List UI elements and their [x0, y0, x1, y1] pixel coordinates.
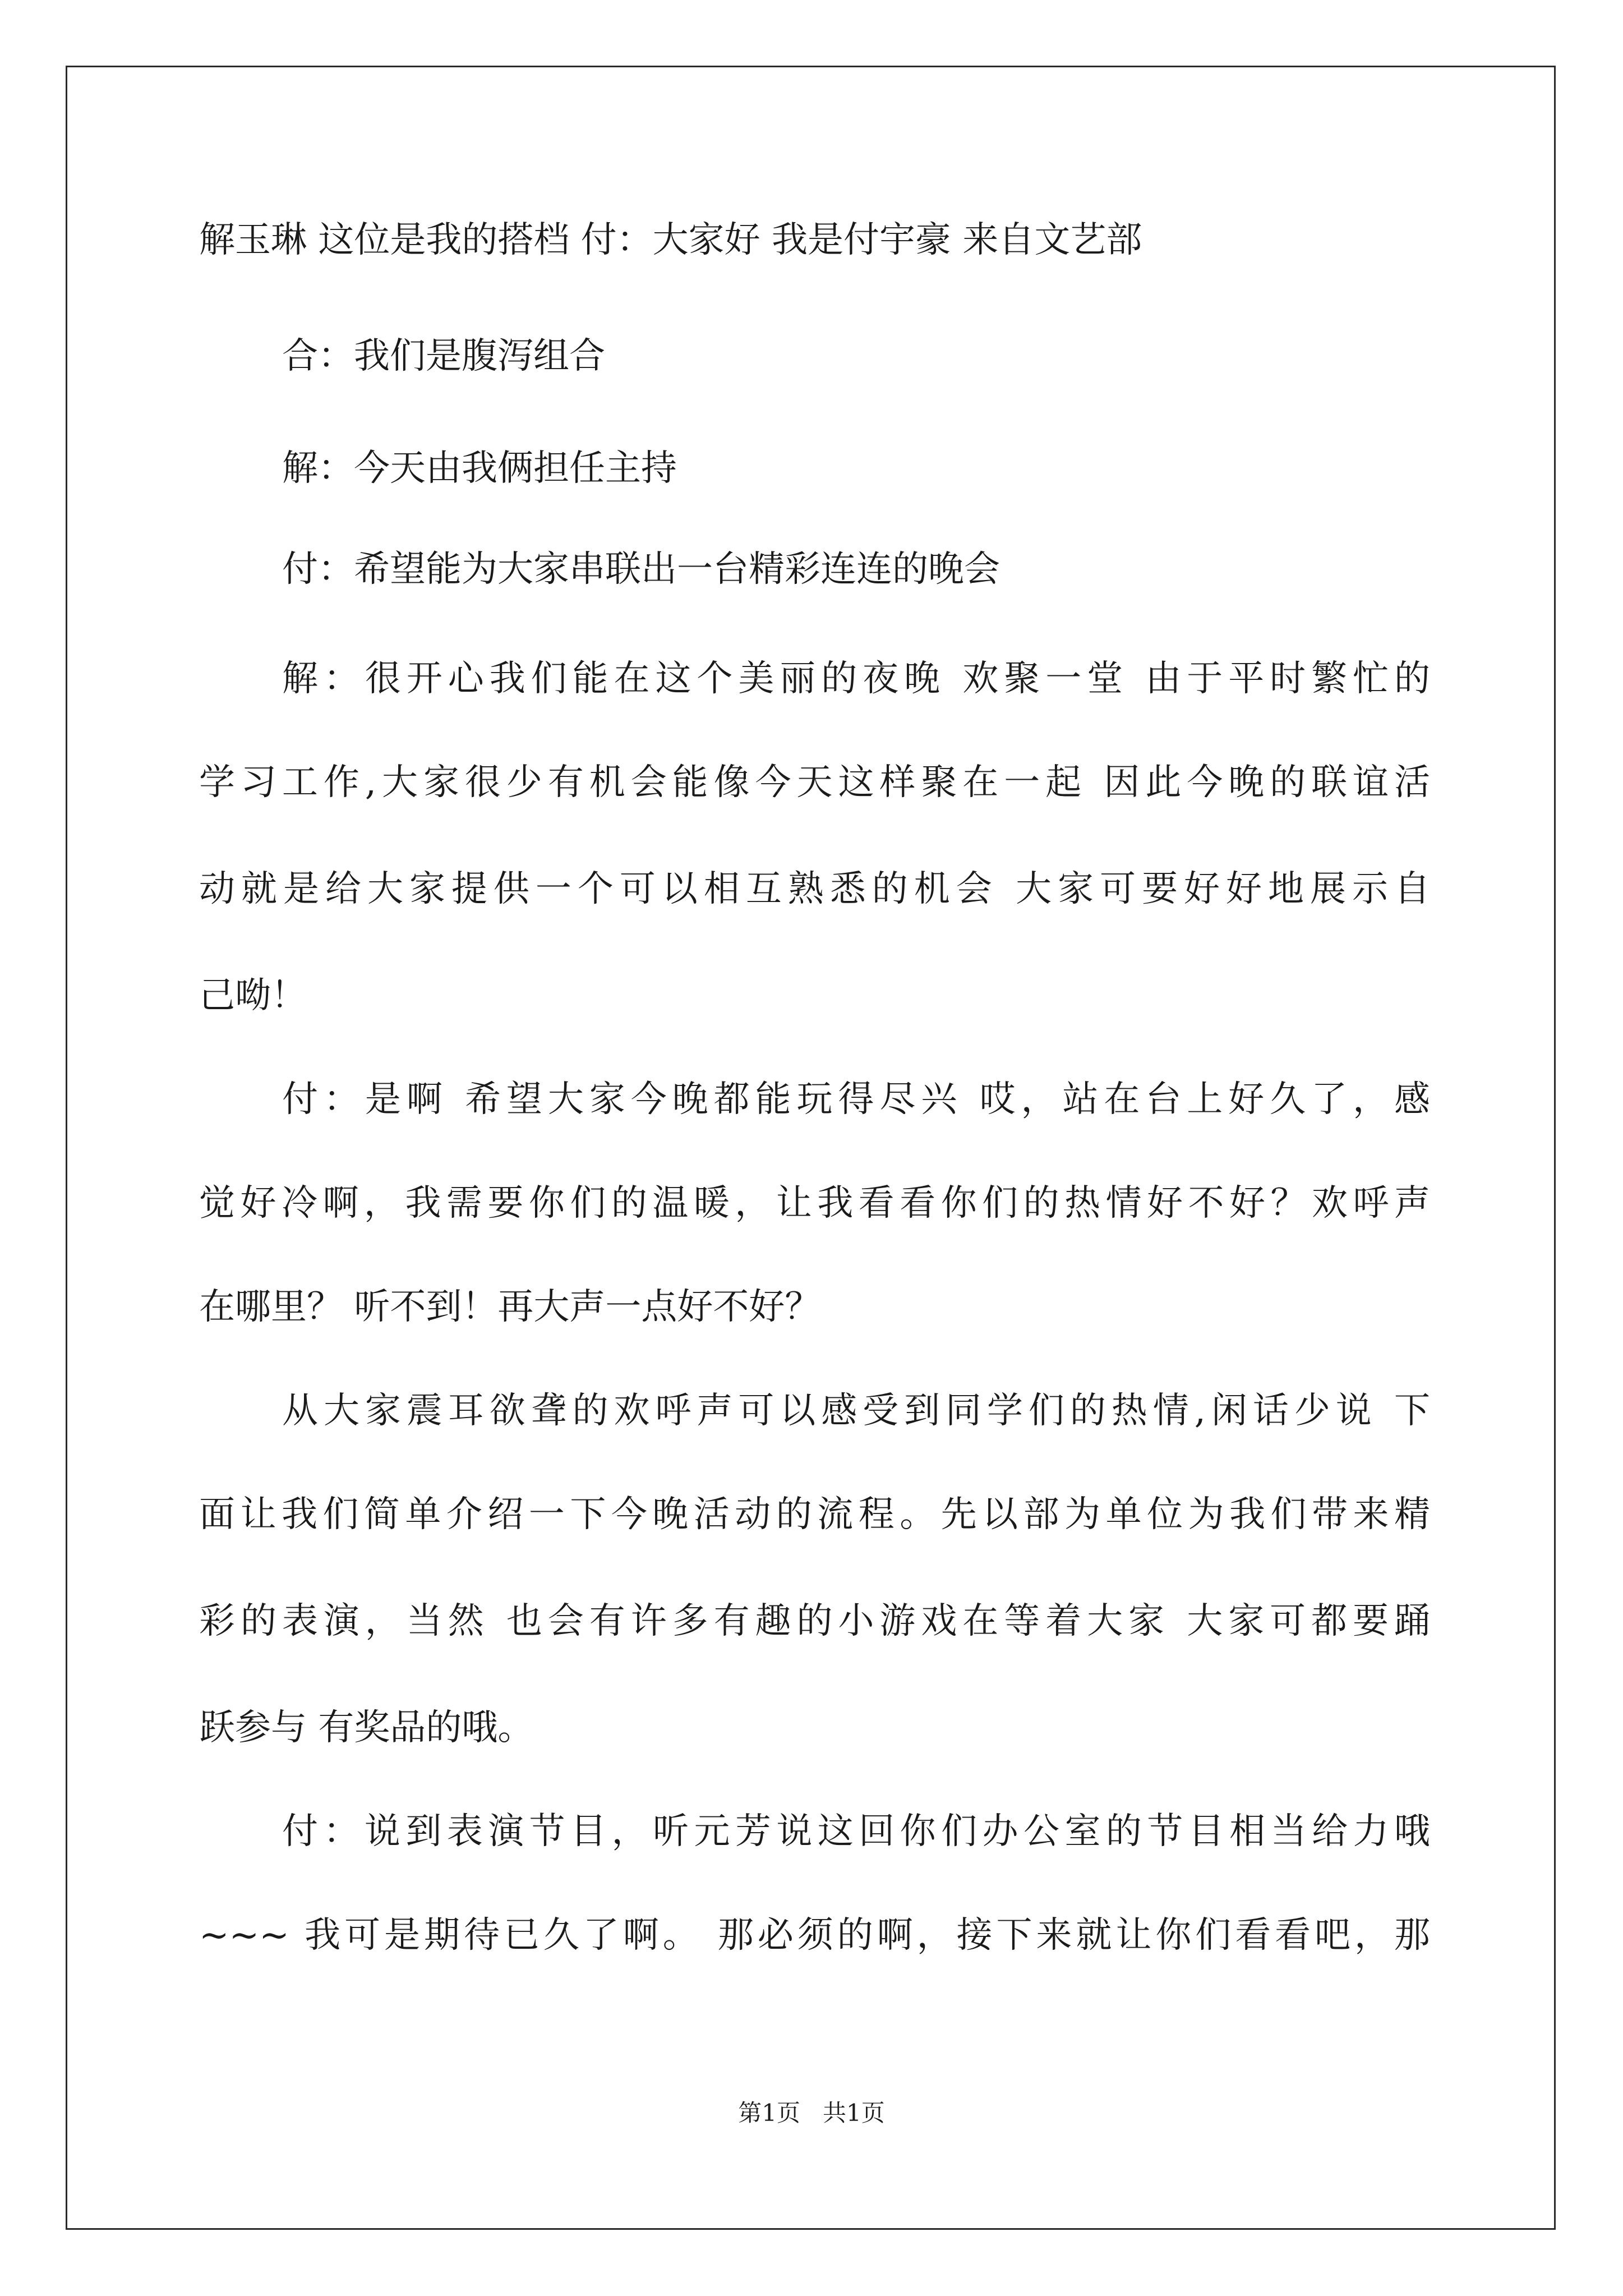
text-line: ~~~ 我可是期待已久了啊。 那必须的啊，接下来就让你们看看吧，那	[199, 1915, 1430, 1956]
text-line: 觉好冷啊，我需要你们的温暖，让我看看你们的热情好不好？欢呼声	[199, 1182, 1430, 1224]
text-line: 付：希望能为大家串联出一台精彩连连的晚会	[282, 549, 1000, 590]
text-line: 跃参与 有奖品的哦。	[199, 1707, 534, 1749]
text-line: 在哪里？ 听不到！再大声一点好不好？	[199, 1286, 821, 1328]
text-line: 己呦！	[199, 975, 307, 1016]
text-line: 面让我们简单介绍一下今晚活动的流程。先以部为单位为我们带来精	[199, 1494, 1430, 1535]
page-footer: 第1页 共1页	[738, 2099, 885, 2127]
text-line: 付：说到表演节目，听元芳说这回你们办公室的节目相当给力哦	[282, 1811, 1430, 1852]
text-line: 解：今天由我俩担任主持	[282, 448, 677, 489]
text-line: 解玉琳 这位是我的搭档 付：大家好 我是付宇豪 来自文艺部	[199, 219, 1142, 261]
text-line: 合：我们是腹泻组合	[282, 335, 605, 377]
text-line: 解：很开心我们能在这个美丽的夜晚 欢聚一堂 由于平时繁忙的	[282, 658, 1430, 700]
text-line: 彩的表演，当然 也会有许多有趣的小游戏在等着大家 大家可都要踊	[199, 1600, 1430, 1642]
text-line: 从大家震耳欲聋的欢呼声可以感受到同学们的热情,闲话少说 下	[282, 1390, 1430, 1432]
text-line: 学习工作,大家很少有机会能像今天这样聚在一起 因此今晚的联谊活	[199, 762, 1430, 803]
page-border	[66, 66, 1556, 2230]
text-line: 动就是给大家提供一个可以相互熟悉的机会 大家可要好好地展示自	[199, 868, 1430, 910]
text-line: 付：是啊 希望大家今晚都能玩得尽兴 哎，站在台上好久了，感	[282, 1079, 1430, 1120]
